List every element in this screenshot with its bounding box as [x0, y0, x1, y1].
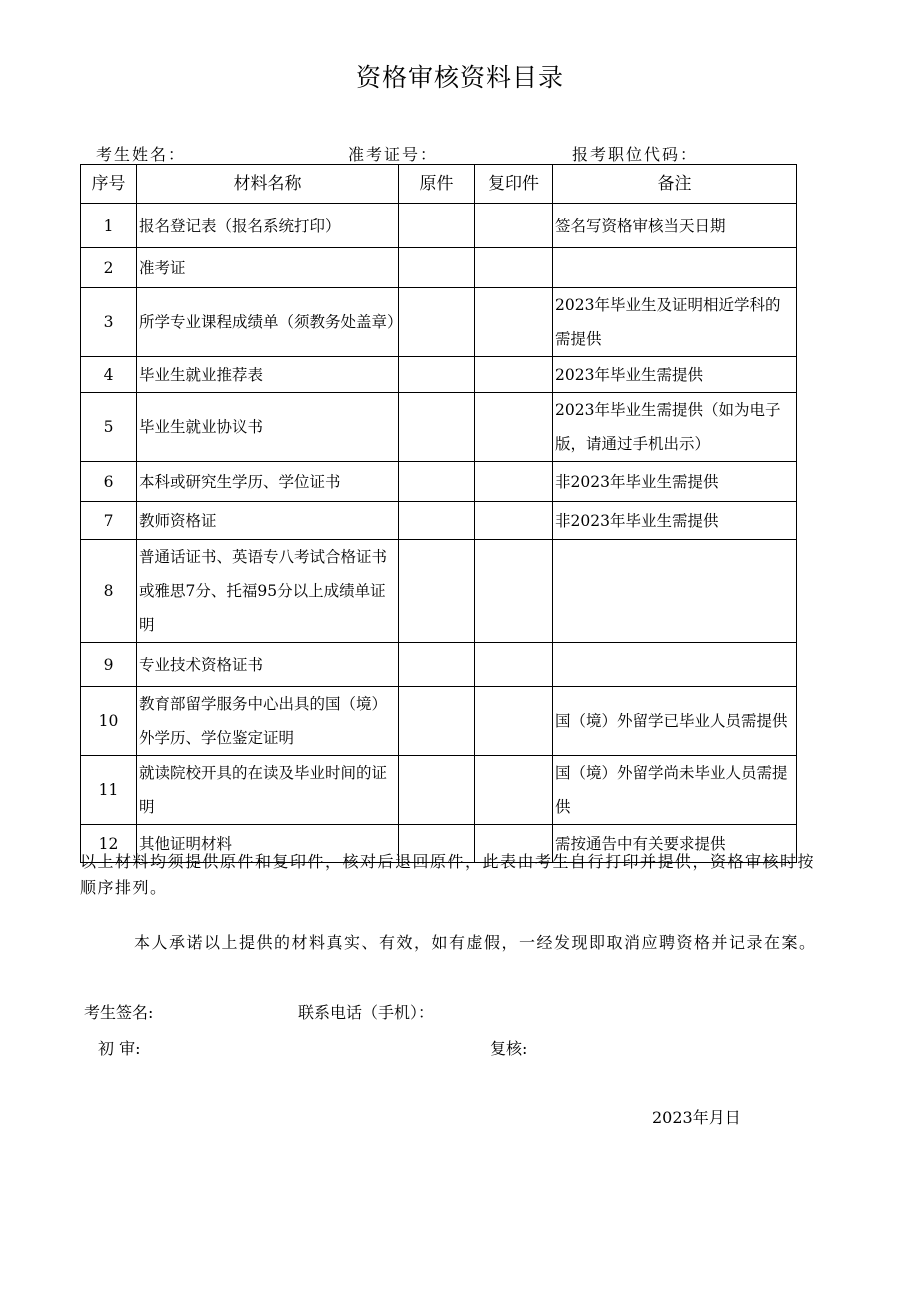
remark: 非2023年毕业生需提供: [553, 462, 797, 502]
copy-cell: [475, 288, 553, 357]
row-number: 6: [81, 462, 137, 502]
page-title: 资格审核资料目录: [355, 63, 564, 92]
phone-label: 联系电话（手机）：: [298, 1003, 435, 1022]
table-row: [81, 288, 797, 357]
table-row: [81, 357, 797, 393]
table-row: [81, 643, 797, 687]
material-name: 教师资格证: [137, 502, 399, 540]
row-number: 7: [81, 502, 137, 540]
header-number: 序号: [81, 165, 137, 204]
header-original: 原件: [399, 165, 475, 204]
original-cell: [399, 204, 475, 248]
header-material-name: 材料名称: [137, 165, 399, 204]
row-number: 5: [81, 393, 137, 462]
original-cell: [399, 502, 475, 540]
original-cell: [399, 248, 475, 288]
original-cell: [399, 462, 475, 502]
original-cell: [399, 687, 475, 756]
position-code-label: 报考职位代码：: [572, 145, 699, 164]
table-row: [81, 502, 797, 540]
copy-cell: [475, 756, 553, 825]
table-row: [81, 248, 797, 288]
remark: [553, 540, 797, 643]
table-row: [81, 687, 797, 756]
material-name: 就读院校开具的在读及毕业时间的证明: [137, 756, 399, 825]
table-header-row: [81, 165, 797, 204]
exam-number-label: 准考证号：: [348, 145, 439, 164]
original-cell: [399, 288, 475, 357]
material-name: 准考证: [137, 248, 399, 288]
original-cell: [399, 357, 475, 393]
table-row: [81, 756, 797, 825]
table-row: [81, 462, 797, 502]
remark: 非2023年毕业生需提供: [553, 502, 797, 540]
materials-table: [80, 164, 797, 863]
material-name: 本科或研究生学历、学位证书: [137, 462, 399, 502]
date-label: 2023年月日: [652, 1108, 741, 1127]
table-row: [81, 204, 797, 248]
row-number: 3: [81, 288, 137, 357]
copy-cell: [475, 540, 553, 643]
material-name: 普通话证书、英语专八考试合格证书或雅思7分、托福95分以上成绩单证明: [137, 540, 399, 643]
remark: [553, 643, 797, 687]
first-review-label: 初 审:: [98, 1039, 141, 1058]
copy-cell: [475, 687, 553, 756]
original-cell: [399, 756, 475, 825]
material-name: 其他证明材料: [137, 825, 399, 863]
copy-cell: [475, 248, 553, 288]
remark: 国（境）外留学已毕业人员需提供: [553, 687, 797, 756]
row-number: 12: [81, 825, 137, 863]
row-number: 8: [81, 540, 137, 643]
header-copy: 复印件: [475, 165, 553, 204]
material-name: 毕业生就业推荐表: [137, 357, 399, 393]
table-row: [81, 540, 797, 643]
material-name: 毕业生就业协议书: [137, 393, 399, 462]
remark: 2023年毕业生需提供（如为电子版，请通过手机出示）: [553, 393, 797, 462]
row-number: 11: [81, 756, 137, 825]
remark: 国（境）外留学尚未毕业人员需提供: [553, 756, 797, 825]
copy-cell: [475, 357, 553, 393]
row-number: 9: [81, 643, 137, 687]
materials-note: 以上材料均须提供原件和复印件，核对后退回原件，此表由考生自行打印并提供，资格审核时按顺序排列。: [80, 852, 816, 897]
pledge-statement: 本人承诺以上提供的材料真实、有效，如有虚假，一经发现即取消应聘资格并记录在案。: [134, 933, 817, 952]
row-number: 1: [81, 204, 137, 248]
copy-cell: [475, 462, 553, 502]
copy-cell: [475, 204, 553, 248]
row-number: 2: [81, 248, 137, 288]
remark: 2023年毕业生及证明相近学科的需提供: [553, 288, 797, 357]
header-remarks: 备注: [553, 165, 797, 204]
second-review-label: 复核:: [490, 1039, 528, 1058]
candidate-signature-label: 考生签名:: [84, 1003, 154, 1022]
material-name: 教育部留学服务中心出具的国（境）外学历、学位鉴定证明: [137, 687, 399, 756]
copy-cell: [475, 502, 553, 540]
material-name: 报名登记表（报名系统打印）: [137, 204, 399, 248]
row-number: 10: [81, 687, 137, 756]
remark: 签名写资格审核当天日期: [553, 204, 797, 248]
material-name: 所学专业课程成绩单（须教务处盖章）: [137, 288, 399, 357]
original-cell: [399, 643, 475, 687]
remark: 需按通告中有关要求提供: [553, 825, 797, 863]
table-row: [81, 393, 797, 462]
copy-cell: [475, 643, 553, 687]
original-cell: [399, 540, 475, 643]
copy-cell: [475, 393, 553, 462]
original-cell: [399, 393, 475, 462]
remark: [553, 248, 797, 288]
candidate-name-label: 考生姓名：: [96, 145, 187, 164]
row-number: 4: [81, 357, 137, 393]
material-name: 专业技术资格证书: [137, 643, 399, 687]
remark: 2023年毕业生需提供: [553, 357, 797, 393]
